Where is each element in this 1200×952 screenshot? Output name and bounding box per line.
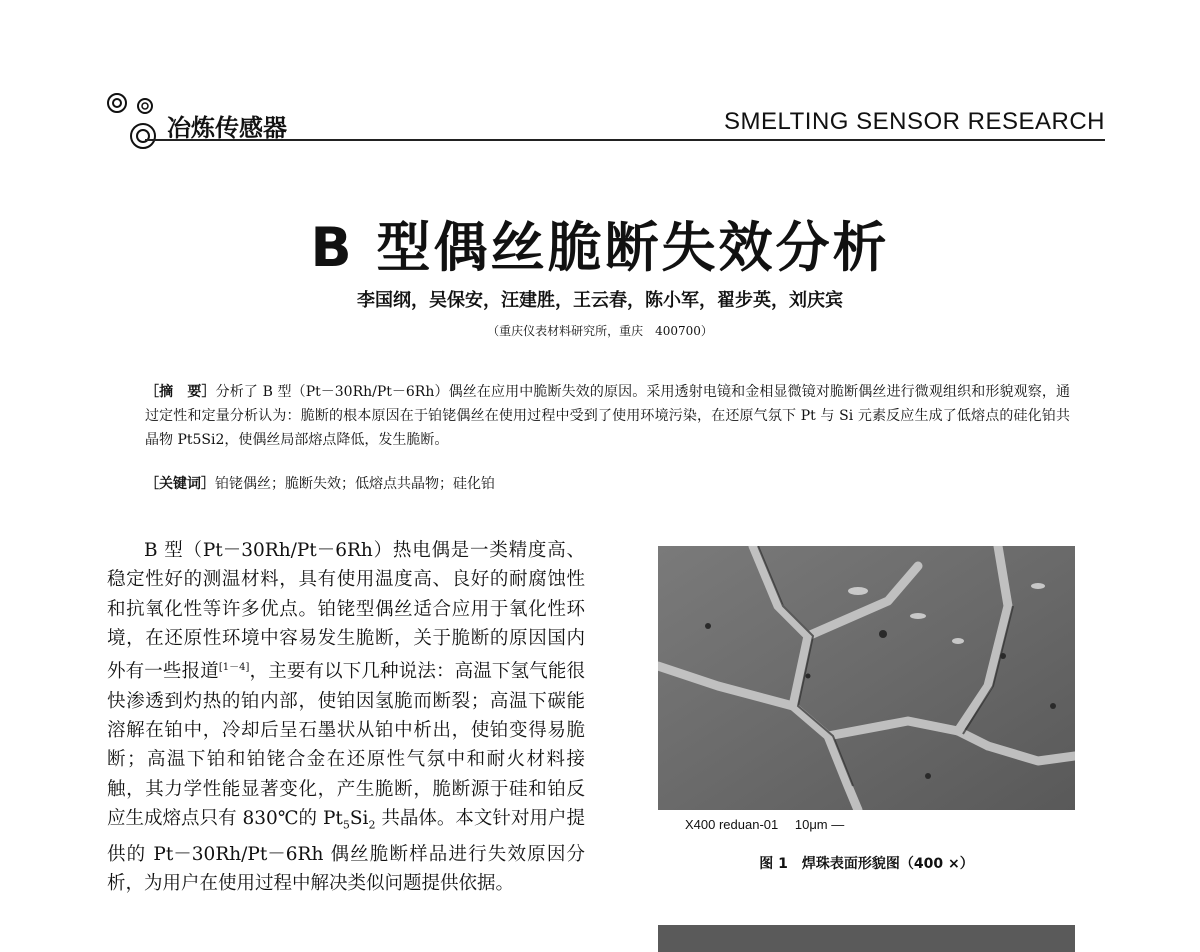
formula-pt-subscript: 5: [342, 818, 350, 832]
figure-2-micrograph-partial: [658, 925, 1075, 952]
author-list: 李国纲，吴保安，汪建胜，王云春，陈小军，翟步英，刘庆宾: [357, 290, 843, 311]
section-title-en: SMELTING SENSOR RESEARCH: [724, 108, 1105, 135]
formula-si-subscript: 2: [368, 818, 376, 832]
body-text-part: ，主要有以下几种说法：高温下氢气能很快渗透到灼热的铂内部，使铂因氢脆而断裂；高温下碳能溶解在铂中，冷却后呈石墨状从铂中析出，使铂变得易脆断；高温下铂和铂铑合金在还原性气氛中和耐火材料接触，其力学性能显著变化，产生脆断，脆断源于硅和铂反应生成熔点只有 830℃的: [107, 661, 585, 829]
body-text-part: 共晶体。本文针对用户提供的 Pt－30Rh/Pt－6Rh 偶丝脆断样品进行失效原因分析，为用户在使用过程中解决类似问题提供依据。: [107, 807, 585, 895]
figure-1-micrograph: [658, 546, 1075, 810]
keywords: [145, 472, 1070, 496]
body-text-column: [107, 536, 585, 946]
affiliation: （重庆仪表材料研究所，重庆 400700）: [487, 324, 713, 338]
concentric-circles-logo-icon: [105, 90, 165, 150]
figure-1-caption: 图 1 焊珠表面形貌图（400 ×）: [759, 856, 974, 872]
keywords-text: 铂铑偶丝；脆断失效；低熔点共晶物；硅化铂: [215, 476, 495, 492]
formula-si: Si: [349, 807, 369, 829]
abstract-text: 分析了 B 型（Pt－30Rh/Pt－6Rh）偶丝在应用中脆断失效的原因。采用透射电镜和金相显微镜对脆断偶丝进行微观组织和形貌观察，通过定性和定量分析认为：脆断的根本原因在于铂铑偶丝在使用过程中受到了使用环境污染，在还原气氛下 Pt 与 Si 元素反应生成了低熔点的硅化铂共晶物 Pt5Si2，使偶丝局部熔点降低，发生脆断。: [145, 384, 1070, 448]
article-title: B 型偶丝脆断失效分析: [310, 216, 890, 279]
figure-1-scale-label: X400 reduan-01 10μm —: [685, 817, 845, 832]
abstract: [145, 380, 1070, 452]
citation-ref: [1－4]: [218, 662, 250, 674]
running-header: [105, 90, 1105, 145]
section-title-cn: 冶炼传感器: [167, 114, 287, 142]
header-rule: [145, 139, 1105, 141]
body-paragraph: [107, 536, 585, 898]
keywords-label: ［关键词］: [145, 476, 215, 492]
body-text-part: B 型（Pt－30Rh/Pt－6Rh）热电偶是一类精度高、稳定性好的测温材料，具有使用温度高、良好的耐腐蚀性和抗氧化性等许多优点。铂铑型偶丝适合应用于氧化性环境，在还原性环境中容易发生脆断，关于脆断的原因国内外有一些报道: [107, 540, 585, 683]
formula-pt: Pt: [322, 807, 343, 829]
abstract-label: ［摘 要］: [145, 384, 216, 400]
